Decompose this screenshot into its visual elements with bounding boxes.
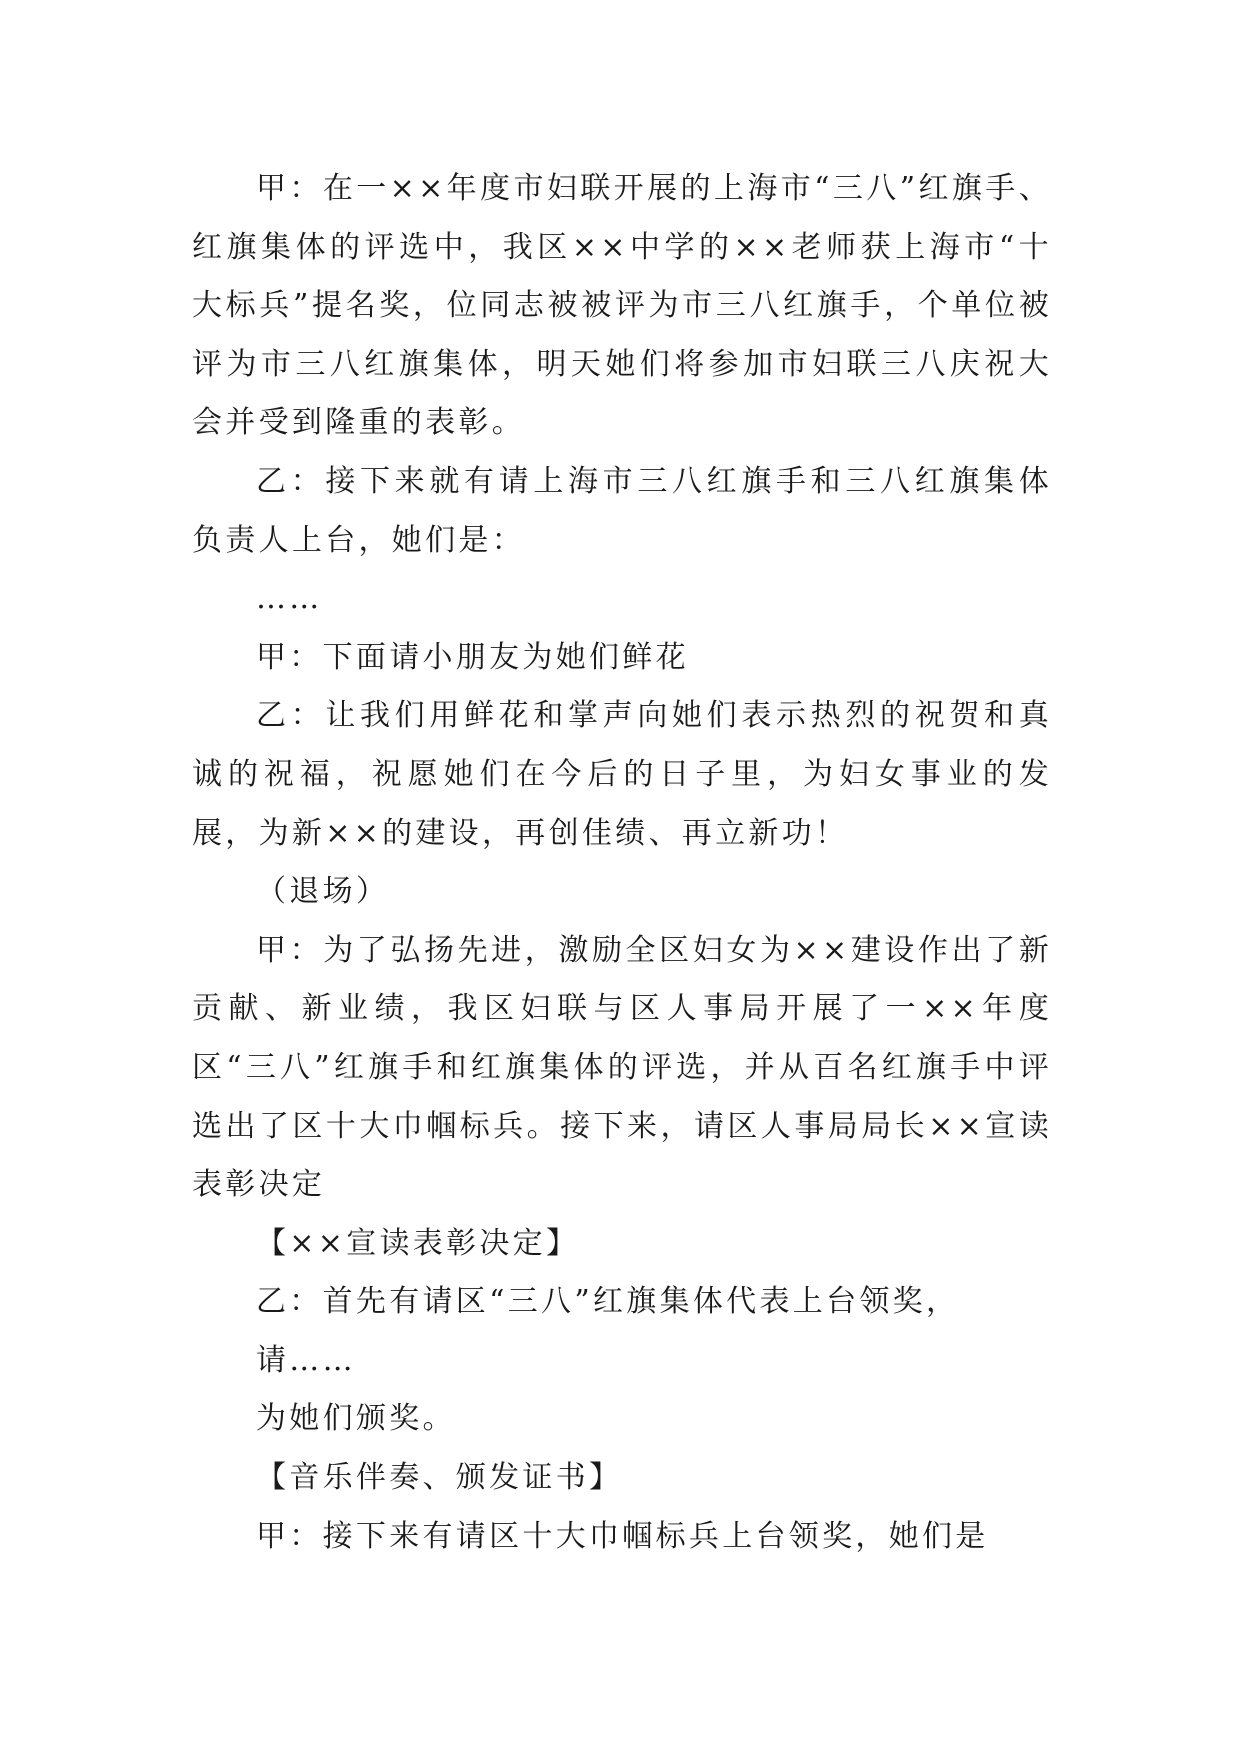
- paragraph-yi-1: 乙：接下来就有请上海市三八红旗手和三八红旗集体负责人上台，她们是：: [192, 463, 1052, 558]
- paragraph-music-note: 【音乐伴奏、颁发证书】: [256, 1460, 623, 1496]
- paragraph-award: 为她们颁奖。: [256, 1401, 456, 1437]
- paragraph-reading-note: 【××宣读表彰决定】: [256, 1225, 580, 1261]
- paragraph-jia-4: 甲：接下来有请区十大巾帼标兵上台领奖，她们是: [256, 1518, 989, 1554]
- paragraph-jia-1: 甲：在一××年度市妇联开展的上海市“三八”红旗手、红旗集体的评选中，我区××中学的××老师获上海市“十大标兵”提名奖，位同志被被评为市三八红旗手，个单位被评为市三八红旗集体，明天她们将参加市妇联三八庆祝大会并受到隆重的表彰。: [192, 171, 1052, 441]
- paragraph-yi-3: 乙：首先有请区“三八”红旗集体代表上台领奖，: [256, 1284, 960, 1320]
- paragraph-jia-3: 甲：为了弘扬先进，激励全区妇女为××建设作出了新贡献、新业绩，我区妇联与区人事局开展了一××年度区“三八”红旗手和红旗集体的评选，并从百名红旗手中评选出了区十大巾帼标兵。接下来，请区人事局局长××宣读表彰决定: [192, 932, 1052, 1203]
- paragraph-yi-2: 乙：让我们用鲜花和掌声向她们表示热烈的祝贺和真诚的祝福，祝愿她们在今后的日子里，为妇女事业的发展，为新××的建设，再创佳绩、再立新功！: [192, 698, 1052, 851]
- paragraph-ellipsis: ……: [256, 581, 323, 617]
- document-body: [192, 160, 1052, 1566]
- paragraph-jia-2: 甲：下面请小朋友为她们鲜花: [256, 639, 689, 675]
- paragraph-please: 请……: [256, 1342, 356, 1378]
- paragraph-exit-note: （退场）: [256, 874, 390, 910]
